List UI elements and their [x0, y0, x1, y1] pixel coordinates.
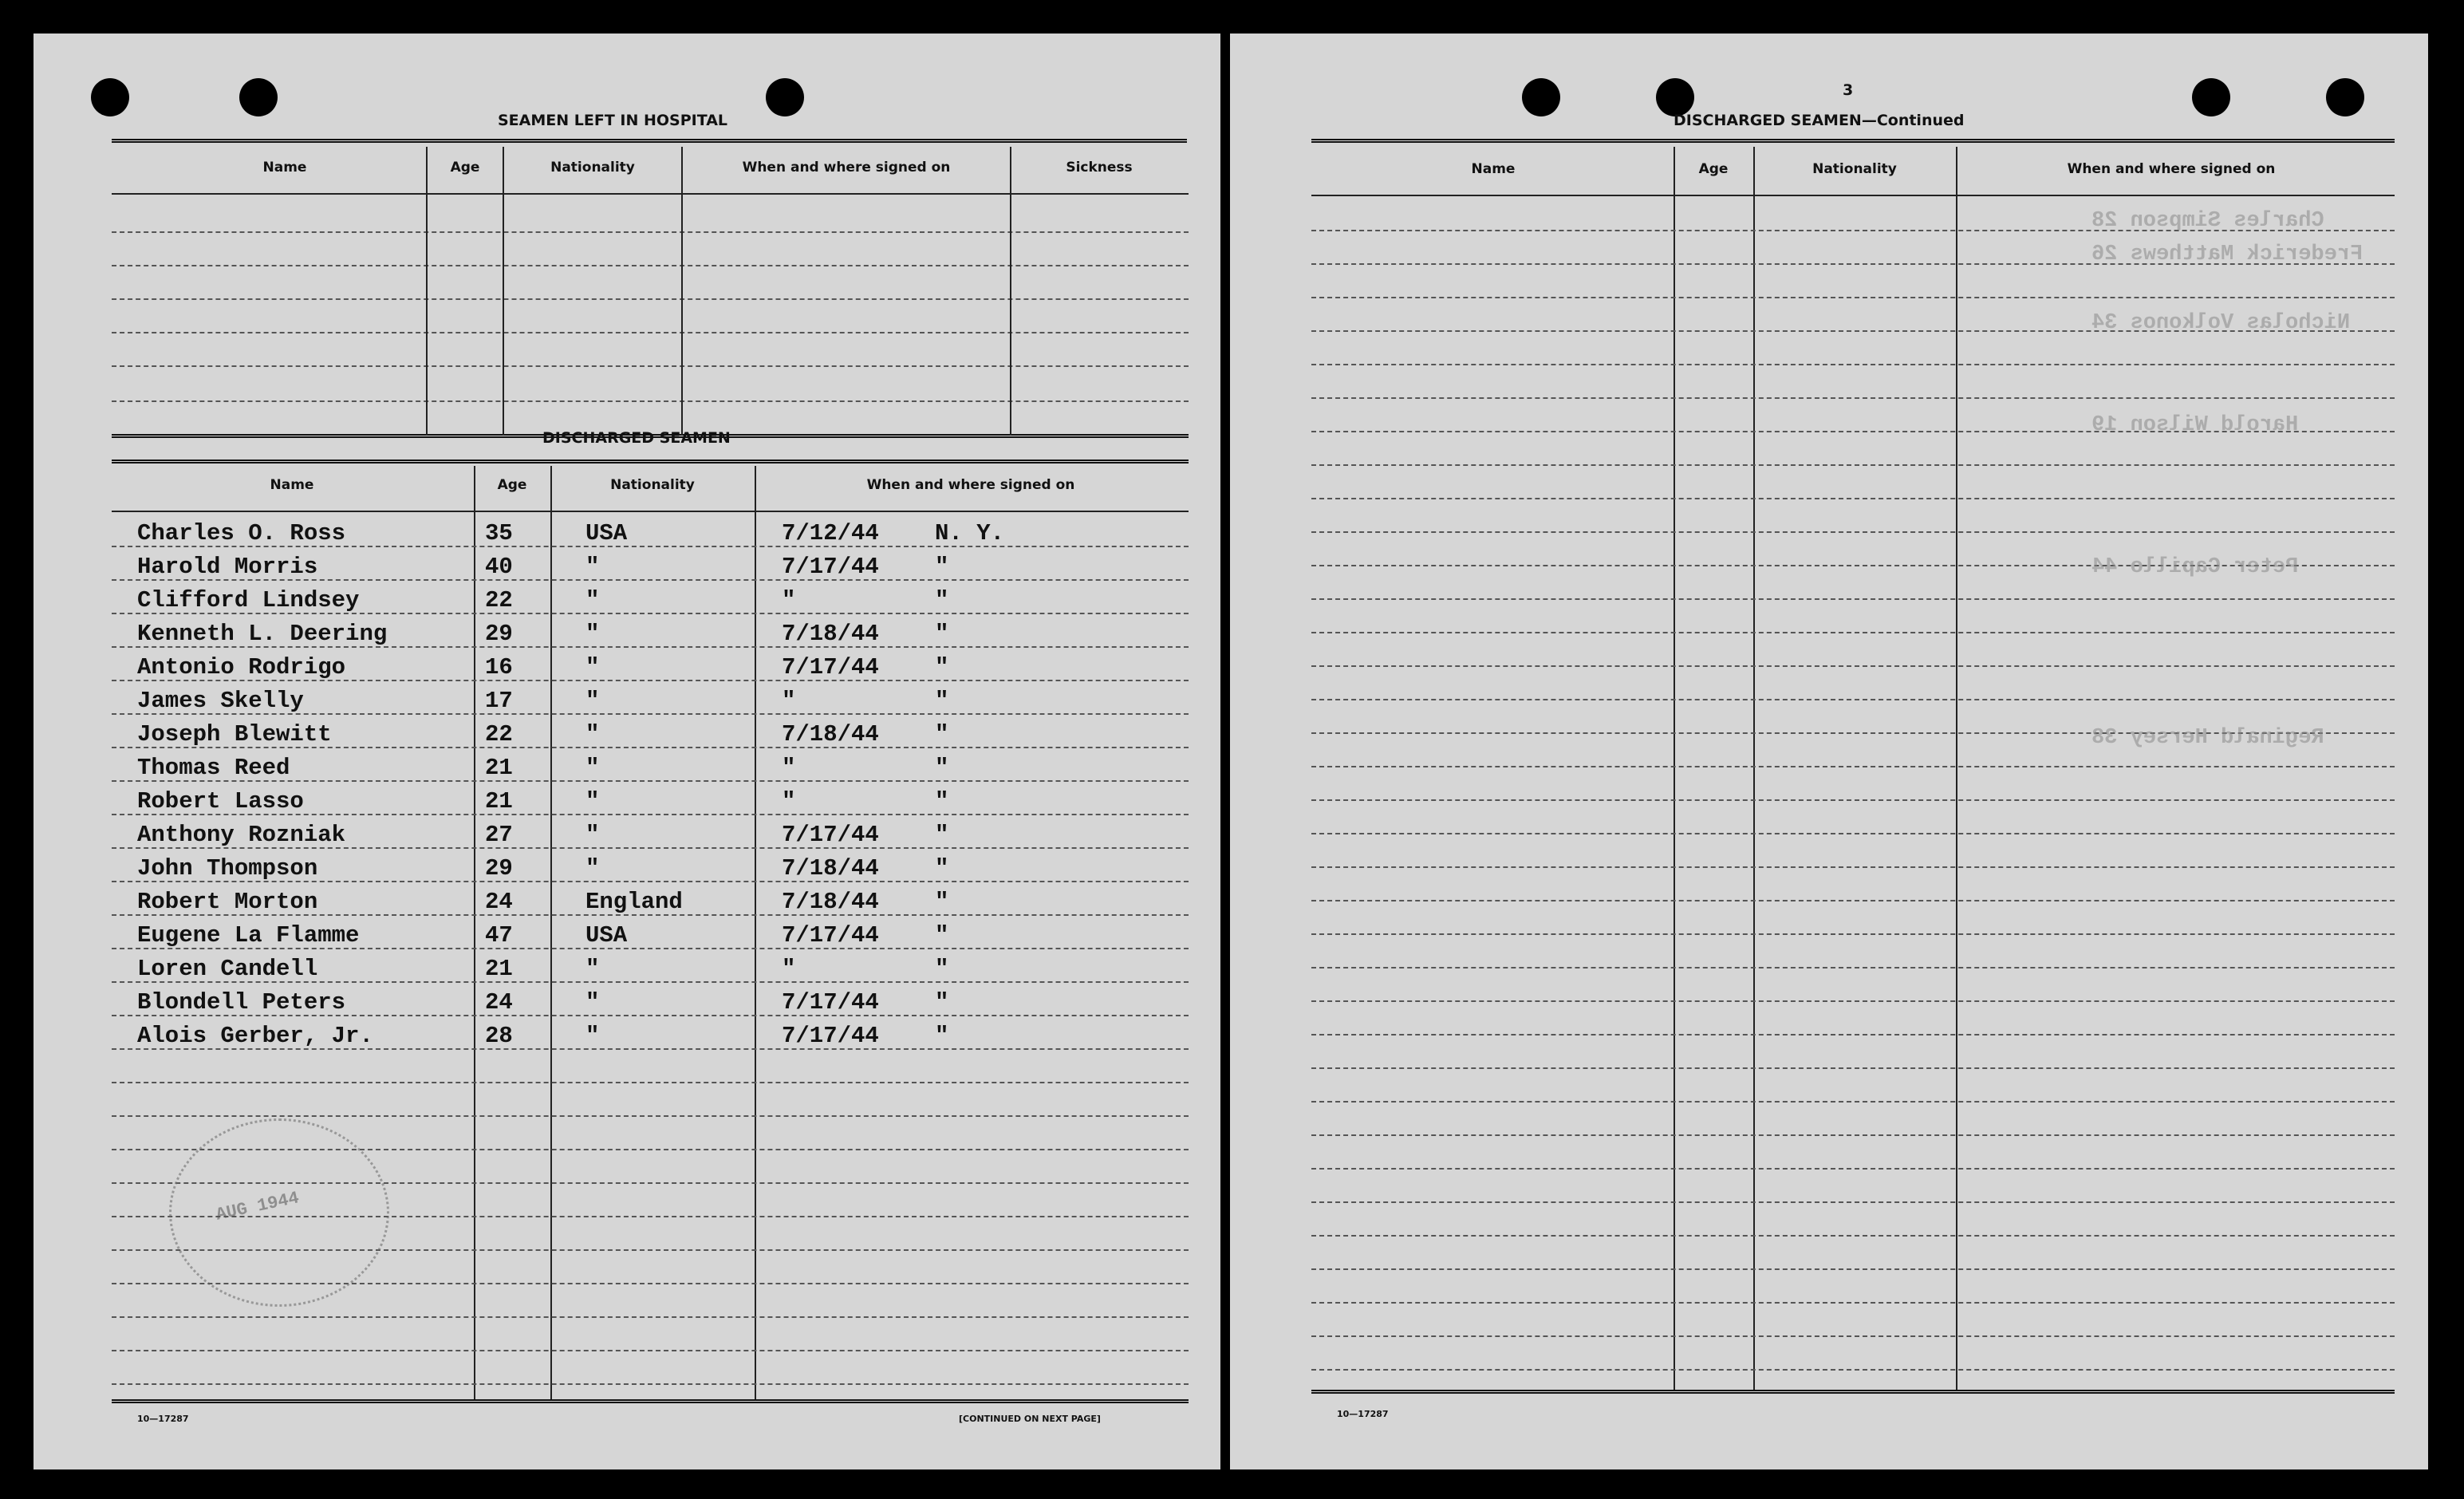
seaman-nationality: ": [585, 688, 600, 714]
col-signed-on: When and where signed on: [866, 477, 1075, 493]
rule: [1311, 665, 2395, 667]
rule: [1674, 147, 1675, 1391]
signed-on-date: 7/18/44: [782, 621, 879, 647]
seaman-nationality: ": [585, 621, 600, 647]
rule: [112, 400, 1189, 402]
rule: [112, 1399, 1189, 1403]
seaman-age: 27: [485, 822, 513, 848]
seaman-age: 21: [485, 788, 513, 815]
seaman-age: 29: [485, 621, 513, 647]
rule: [112, 1115, 1189, 1117]
signed-on-place: ": [935, 855, 949, 882]
rule: [1311, 1134, 2395, 1136]
rule: [1311, 766, 2395, 767]
rule: [1311, 1268, 2395, 1270]
col-signed-on: When and where signed on: [2067, 161, 2276, 177]
rule: [1311, 139, 2395, 143]
rule: [1311, 1067, 2395, 1069]
signed-on-date: 7/17/44: [782, 1023, 879, 1049]
col-nationality: Nationality: [550, 160, 635, 176]
punch-hole: [766, 78, 804, 116]
rule: [755, 466, 756, 1401]
rule: [550, 466, 552, 1401]
rule: [1311, 1390, 2395, 1394]
signed-on-date: ": [782, 788, 796, 815]
form-number: 10—17287: [1337, 1409, 1389, 1419]
bleed-through-mark: Nicholas Volkonos 34: [2091, 311, 2351, 335]
signed-on-place: ": [935, 755, 949, 781]
rule: [1311, 799, 2395, 801]
seaman-nationality: ": [585, 855, 600, 882]
bleed-through-mark: Peter Capillo 44: [2091, 555, 2299, 579]
bleed-through-mark: Charles Simpson 28: [2091, 209, 2324, 233]
seaman-name: John Thompson: [137, 855, 318, 882]
seaman-name: Anthony Rozniak: [137, 822, 346, 848]
seaman-age: 47: [485, 922, 513, 949]
col-name: Name: [262, 160, 307, 176]
signed-on-date: ": [782, 688, 796, 714]
rule: [1311, 1168, 2395, 1170]
rule: [112, 139, 1187, 143]
signed-on-date: 7/18/44: [782, 721, 879, 748]
rule: [112, 460, 1189, 464]
rule: [1311, 866, 2395, 868]
seaman-age: 24: [485, 889, 513, 915]
rule: [1311, 632, 2395, 633]
seaman-name: Antonio Rodrigo: [137, 654, 346, 680]
signed-on-place: ": [935, 688, 949, 714]
punch-hole: [2326, 78, 2364, 116]
rule: [1311, 464, 2395, 466]
rule: [1311, 1369, 2395, 1371]
signed-on-place: ": [935, 822, 949, 848]
rule: [474, 466, 475, 1401]
rule: [503, 147, 504, 436]
seaman-nationality: ": [585, 654, 600, 680]
rule: [112, 332, 1189, 333]
rule: [1311, 297, 2395, 298]
seaman-name: Clifford Lindsey: [137, 587, 360, 613]
discharged-section-title: DISCHARGED SEAMEN: [542, 429, 731, 447]
seaman-name: Loren Candell: [137, 956, 318, 982]
signed-on-date: 7/18/44: [782, 889, 879, 915]
rule: [1311, 1034, 2395, 1035]
seaman-age: 28: [485, 1023, 513, 1049]
signed-on-place: N. Y.: [935, 520, 1005, 546]
bleed-through-mark: Harold Wilson 19: [2091, 413, 2299, 437]
rule: [112, 511, 1189, 512]
signed-on-place: ": [935, 721, 949, 748]
col-name: Name: [1471, 161, 1516, 177]
rule: [1010, 147, 1011, 436]
signed-on-place: ": [935, 654, 949, 680]
rule: [1311, 933, 2395, 935]
seaman-name: Alois Gerber, Jr.: [137, 1023, 373, 1049]
rule: [1311, 1335, 2395, 1337]
col-age: Age: [1698, 161, 1729, 177]
punch-hole: [1522, 78, 1560, 116]
rule: [112, 298, 1189, 300]
signed-on-place: ": [935, 1023, 949, 1049]
rule: [112, 1350, 1189, 1351]
signed-on-place: ": [935, 989, 949, 1016]
signed-on-date: 7/17/44: [782, 822, 879, 848]
punch-hole: [239, 78, 278, 116]
rule: [1311, 1302, 2395, 1304]
left-page: [34, 34, 1220, 1469]
seaman-name: Charles O. Ross: [137, 520, 346, 546]
seaman-nationality: ": [585, 1023, 600, 1049]
signed-on-date: 7/17/44: [782, 989, 879, 1016]
col-nationality: Nationality: [610, 477, 695, 493]
seaman-nationality: England: [585, 889, 683, 915]
seaman-name: Thomas Reed: [137, 755, 290, 781]
continued-note: [CONTINUED ON NEXT PAGE]: [959, 1414, 1101, 1424]
hospital-section-title: SEAMEN LEFT IN HOSPITAL: [498, 112, 728, 129]
punch-hole: [91, 78, 129, 116]
seaman-name: Harold Morris: [137, 554, 318, 580]
col-signed-on: When and where signed on: [742, 160, 951, 176]
rule: [1753, 147, 1755, 1391]
signed-on-place: ": [935, 788, 949, 815]
punch-hole: [1656, 78, 1694, 116]
rule: [112, 365, 1189, 367]
seaman-age: 24: [485, 989, 513, 1016]
signed-on-place: ": [935, 621, 949, 647]
col-nationality: Nationality: [1812, 161, 1897, 177]
seaman-nationality: USA: [585, 520, 628, 546]
seaman-age: 21: [485, 956, 513, 982]
rule: [112, 1383, 1189, 1385]
rule: [1956, 147, 1957, 1391]
seaman-nationality: ": [585, 721, 600, 748]
signed-on-date: ": [782, 587, 796, 613]
rule: [112, 193, 1189, 195]
signed-on-place: ": [935, 956, 949, 982]
signed-on-date: ": [782, 956, 796, 982]
rule: [681, 147, 683, 436]
col-sickness: Sickness: [1066, 160, 1133, 176]
form-number: 10—17287: [137, 1414, 189, 1424]
rule: [112, 265, 1189, 266]
bleed-through-mark: Reginald Hersey 38: [2091, 726, 2324, 750]
seaman-nationality: ": [585, 554, 600, 580]
port-stamp: AUG 1944: [169, 1118, 389, 1307]
seaman-nationality: ": [585, 788, 600, 815]
signed-on-place: ": [935, 889, 949, 915]
col-age: Age: [497, 477, 527, 493]
rule: [1311, 364, 2395, 365]
right-page: [1230, 34, 2428, 1469]
seaman-name: James Skelly: [137, 688, 304, 714]
rule: [112, 231, 1189, 233]
seaman-age: 17: [485, 688, 513, 714]
rule: [1311, 598, 2395, 600]
seaman-age: 21: [485, 755, 513, 781]
seaman-name: Eugene La Flamme: [137, 922, 360, 949]
seaman-name: Joseph Blewitt: [137, 721, 332, 748]
seaman-name: Kenneth L. Deering: [137, 621, 388, 647]
rule: [1311, 1235, 2395, 1237]
seaman-nationality: ": [585, 755, 600, 781]
rule: [1311, 900, 2395, 901]
rule: [112, 1316, 1189, 1318]
seaman-name: Robert Lasso: [137, 788, 304, 815]
bleed-through-mark: Frederick Matthews 26: [2091, 243, 2363, 266]
seaman-nationality: ": [585, 956, 600, 982]
page-number: 3: [1843, 81, 1854, 99]
signed-on-date: 7/18/44: [782, 855, 879, 882]
rule: [1311, 397, 2395, 399]
rule: [1311, 498, 2395, 499]
rule: [1311, 195, 2395, 196]
col-age: Age: [450, 160, 480, 176]
continued-section-title: DISCHARGED SEAMEN—Continued: [1674, 112, 1965, 129]
rule: [1311, 1201, 2395, 1203]
seaman-nationality: ": [585, 587, 600, 613]
punch-hole: [2192, 78, 2230, 116]
seaman-age: 16: [485, 654, 513, 680]
seaman-nationality: ": [585, 989, 600, 1016]
seaman-name: Robert Morton: [137, 889, 318, 915]
seaman-nationality: USA: [585, 922, 628, 949]
signed-on-date: 7/17/44: [782, 554, 879, 580]
signed-on-date: ": [782, 755, 796, 781]
rule: [1311, 967, 2395, 968]
signed-on-place: ": [935, 587, 949, 613]
seaman-age: 22: [485, 587, 513, 613]
seaman-age: 29: [485, 855, 513, 882]
signed-on-date: 7/17/44: [782, 654, 879, 680]
rule: [112, 1082, 1189, 1083]
signed-on-date: 7/12/44: [782, 520, 879, 546]
signed-on-date: 7/17/44: [782, 922, 879, 949]
rule: [1311, 1000, 2395, 1002]
seaman-name: Blondell Peters: [137, 989, 346, 1016]
signed-on-place: ": [935, 922, 949, 949]
col-name: Name: [270, 477, 314, 493]
seaman-nationality: ": [585, 822, 600, 848]
rule: [1311, 833, 2395, 834]
rule: [1311, 531, 2395, 533]
seaman-age: 35: [485, 520, 513, 546]
seaman-age: 22: [485, 721, 513, 748]
rule: [1311, 699, 2395, 700]
rule: [1311, 1101, 2395, 1103]
rule: [426, 147, 428, 436]
signed-on-place: ": [935, 554, 949, 580]
seaman-age: 40: [485, 554, 513, 580]
